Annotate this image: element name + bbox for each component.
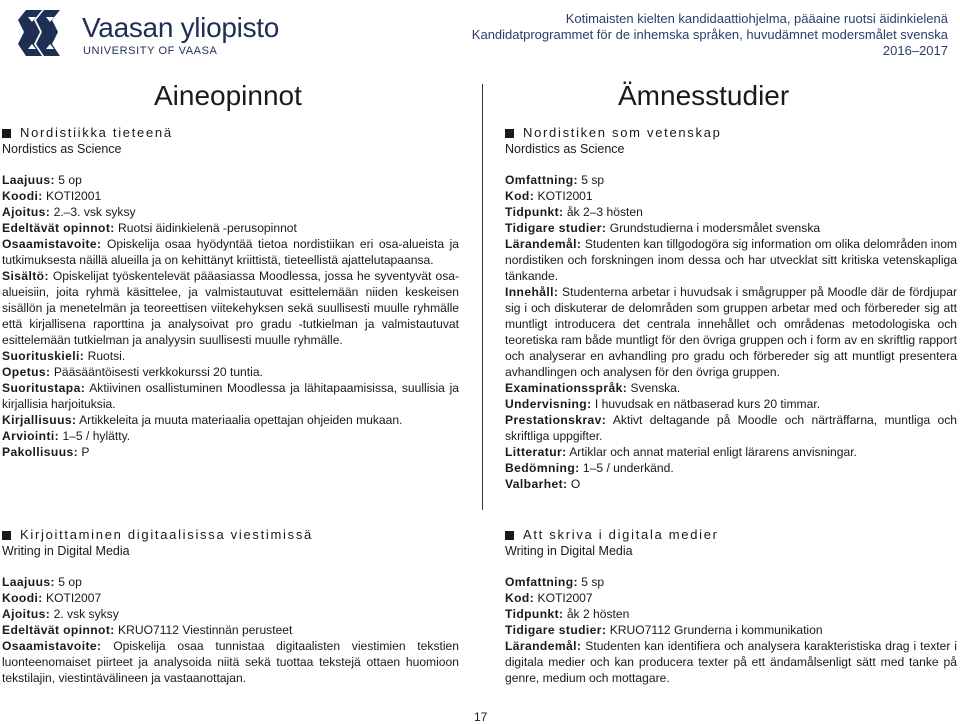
course-nordistics-sv xyxy=(505,125,957,492)
field-label: Koodi: xyxy=(2,591,43,605)
field-label: Arviointi: xyxy=(2,429,60,443)
field-label: Tidpunkt: xyxy=(505,607,564,621)
course-heading xyxy=(505,527,957,543)
field-value: Aktiivinen osallistuminen Moodlessa ja lähitapaamisissa, suullisia ja kirjallisia harjoituksia. xyxy=(2,381,459,411)
field-value: KRUO7112 Grunderna i kommunikation xyxy=(606,623,823,637)
field-value: 2. vsk syksy xyxy=(50,607,119,621)
field-label: Edeltävät opinnot: xyxy=(2,221,115,235)
course-digital-writing-sv xyxy=(505,527,957,686)
field-undervisning xyxy=(505,396,957,412)
field-label: Laajuus: xyxy=(2,575,55,589)
field-label: Laajuus: xyxy=(2,173,55,187)
bullet-square-icon xyxy=(505,531,514,540)
field-omfattning xyxy=(505,574,957,590)
field-examinationssprak xyxy=(505,380,957,396)
field-label: Lärandemål: xyxy=(505,237,582,251)
field-value: Studenten kan identifiera och analysera karakteristiska drag i texter i digitala medier och kan producera texter på ett ändamålsenligt sätt med tanke på genre, medium och mottagare. xyxy=(505,639,957,685)
field-label: Omfattning: xyxy=(505,575,578,589)
field-larandemal xyxy=(505,236,957,284)
field-tidigare-studier xyxy=(505,220,957,236)
column-divider xyxy=(482,84,483,510)
course-heading xyxy=(2,527,459,543)
field-value: Grundstudierna i modersmålet svenska xyxy=(606,221,821,235)
field-value: KOTI2001 xyxy=(42,189,102,203)
field-value: P xyxy=(78,445,90,459)
field-value: Studenten kan tillgodogöra sig information om olika delområden inom nordistiken och forskningen inom dessa och har utvecklat sitt kritiska vetenskapliga tänkande. xyxy=(505,237,957,283)
field-value: 1–5 / hylätty. xyxy=(59,429,131,443)
field-label: Edeltävät opinnot: xyxy=(2,623,115,637)
field-label: Prestationskrav: xyxy=(505,413,607,427)
field-value: Opiskelija osaa hyödyntää tietoa nordistiikan eri osa-alueista ja tutkimuksesta näillä alueilla ja on kehittänyt kriittistä, tieteellistä ajattelutapaansa. xyxy=(2,237,459,267)
field-koodi xyxy=(2,590,459,606)
field-label: Ajoitus: xyxy=(2,205,51,219)
course-subtitle: Writing in Digital Media xyxy=(505,544,633,558)
field-value: Studenterna arbetar i huvudsak i smågrupper på Moodle där de fördjupar sig i och diskuterar de delområden som gruppen arbetar med och förbereder sig att muntligt introducera det centrala innehållet och områdenas metodologiska och teoretiska ram både muntligt för den övriga gruppen och i form av en skriftlig rapport och analyserar en avhandling pro gradu och förbereder sig att muntligt presentera avhandlingen och analysen för den övriga gruppen. xyxy=(505,285,957,379)
field-label: Kirjallisuus: xyxy=(2,413,77,427)
university-logo xyxy=(14,8,280,57)
field-value: Ruotsi. xyxy=(84,349,126,363)
column-title-right: Ämnesstudier xyxy=(618,80,790,111)
program-name-sv: Kandidatprogrammet för de inhemska språken, huvudämnet modersmålet svenska xyxy=(471,27,948,42)
field-value: Svenska. xyxy=(627,381,681,395)
field-prestationskrav xyxy=(505,412,957,444)
university-emblem-icon xyxy=(14,8,70,58)
bullet-square-icon xyxy=(2,531,11,540)
field-value: I huvudsak en nätbaserad kurs 20 timmar. xyxy=(591,397,821,411)
field-osaamistavoite xyxy=(2,236,459,268)
academic-years: 2016–2017 xyxy=(882,43,948,58)
field-value: 5 sp xyxy=(577,173,605,187)
field-label: Examinationsspråk: xyxy=(505,381,628,395)
field-value: Pääsääntöisesti verkkokurssi 20 tuntia. xyxy=(50,365,263,379)
logo-name: Vaasan yliopisto xyxy=(82,12,280,43)
field-sisalto xyxy=(2,268,459,348)
field-value: åk 2 hösten xyxy=(563,607,630,621)
field-value: 5 op xyxy=(54,575,82,589)
field-label: Suorituskieli: xyxy=(2,349,85,363)
field-label: Lärandemål: xyxy=(505,639,582,653)
field-ajoitus xyxy=(2,204,459,220)
bullet-square-icon xyxy=(2,129,11,138)
field-label: Osaamistavoite: xyxy=(2,639,102,653)
field-laajuus xyxy=(2,172,459,188)
course-title: Nordistiken som vetenskap xyxy=(523,125,722,140)
field-value: KOTI2007 xyxy=(534,591,593,605)
field-value: Opiskelija osaa tunnistaa digitaalisten viestimien tekstien luonteenomaiset piirteet ja analysoida niitä sekä tuottaa tekstejä ottaen huomioon tekstilajin, viestintävälineen ja vastaanottajan. xyxy=(2,639,459,685)
field-label: Litteratur: xyxy=(505,445,567,459)
field-tidpunkt xyxy=(505,606,957,622)
column-title-left: Aineopinnot xyxy=(154,80,302,111)
field-omfattning xyxy=(505,172,957,188)
field-value: KRUO7112 Viestinnän perusteet xyxy=(114,623,293,637)
field-ajoitus xyxy=(2,606,459,622)
program-name-fi: Kotimaisten kielten kandidaattiohjelma, pääaine ruotsi äidinkielenä xyxy=(565,11,948,26)
course-subtitle: Nordistics as Science xyxy=(2,142,122,156)
field-label: Tidigare studier: xyxy=(505,623,607,637)
field-value: 5 sp xyxy=(577,575,605,589)
field-kod xyxy=(505,590,957,606)
field-label: Kod: xyxy=(505,591,535,605)
field-edeltavat xyxy=(2,220,459,236)
field-value: Aktivt deltagande på Moodle och närträffarna, muntliga och skriftliga uppgifter. xyxy=(505,413,957,443)
field-valbarhet xyxy=(505,476,957,492)
field-value: 2.–3. vsk syksy xyxy=(50,205,136,219)
field-value: O xyxy=(567,477,581,491)
course-heading xyxy=(505,125,957,141)
field-label: Omfattning: xyxy=(505,173,578,187)
field-label: Innehåll: xyxy=(505,285,559,299)
field-value: KOTI2001 xyxy=(534,189,593,203)
field-bedomning xyxy=(505,460,957,476)
field-larandemal xyxy=(505,638,957,686)
field-tidigare-studier xyxy=(505,622,957,638)
field-litteratur xyxy=(505,444,957,460)
field-opetus xyxy=(2,364,459,380)
field-value: Ruotsi äidinkielenä -perusopinnot xyxy=(114,221,297,235)
field-arviointi xyxy=(2,428,459,444)
field-value: Artikkeleita ja muuta materiaalia opettajan ohjeiden mukaan. xyxy=(76,413,403,427)
field-label: Suoritustapa: xyxy=(2,381,86,395)
field-value: 5 op xyxy=(54,173,82,187)
course-title: Kirjoittaminen digitaalisissa viestimissä xyxy=(20,527,313,542)
field-kirjallisuus xyxy=(2,412,459,428)
field-value: Opiskelijat työskentelevät pääasiassa Moodlessa, jossa he syventyvät osa-alueisiin, joita ryhmä käsittelee, ja valmistautuvat esittelemään niiden keskeisen sisällön ja menetelmän ja teoreettisen viitekehyksen sekä suullisesti muulle ryhmälle että kirjallisena raporttina ja analysoivat pro gradu -tutkielman ja valmistautuvat esittelemään tutkielman ja analyysin suullisesti muulle ryhmälle. xyxy=(2,269,459,347)
field-label: Tidpunkt: xyxy=(505,205,564,219)
field-innehall xyxy=(505,284,957,380)
field-label: Opetus: xyxy=(2,365,51,379)
field-label: Valbarhet: xyxy=(505,477,568,491)
field-tidpunkt xyxy=(505,204,957,220)
course-subtitle: Writing in Digital Media xyxy=(2,544,130,558)
course-title: Att skriva i digitala medier xyxy=(523,527,719,542)
course-heading xyxy=(2,125,459,141)
field-value: åk 2–3 hösten xyxy=(563,205,643,219)
course-title: Nordistiikka tieteenä xyxy=(20,125,173,140)
field-label: Sisältö: xyxy=(2,269,49,283)
course-nordistics-fi xyxy=(2,125,459,460)
course-digital-writing-fi xyxy=(2,527,459,686)
field-suoritustapa xyxy=(2,380,459,412)
bullet-square-icon xyxy=(505,129,514,138)
field-label: Tidigare studier: xyxy=(505,221,607,235)
field-label: Bedömning: xyxy=(505,461,580,475)
field-value: KOTI2007 xyxy=(42,591,102,605)
field-kod xyxy=(505,188,957,204)
field-value: Artiklar och annat material enligt lärarens anvisningar. xyxy=(566,445,857,459)
page-number: 17 xyxy=(474,710,488,724)
field-osaamistavoite xyxy=(2,638,459,686)
field-label: Undervisning: xyxy=(505,397,592,411)
document-header xyxy=(472,11,948,59)
course-subtitle: Nordistics as Science xyxy=(505,142,625,156)
field-label: Pakollisuus: xyxy=(2,445,79,459)
logo-subtitle: UNIVERSITY OF VAASA xyxy=(83,45,218,57)
field-label: Koodi: xyxy=(2,189,43,203)
field-label: Osaamistavoite: xyxy=(2,237,102,251)
field-pakollisuus xyxy=(2,444,459,460)
field-label: Ajoitus: xyxy=(2,607,51,621)
field-value: 1–5 / underkänd. xyxy=(579,461,674,475)
field-suorituskieli xyxy=(2,348,459,364)
field-label: Kod: xyxy=(505,189,535,203)
field-edeltavat xyxy=(2,622,459,638)
field-laajuus xyxy=(2,574,459,590)
field-koodi xyxy=(2,188,459,204)
